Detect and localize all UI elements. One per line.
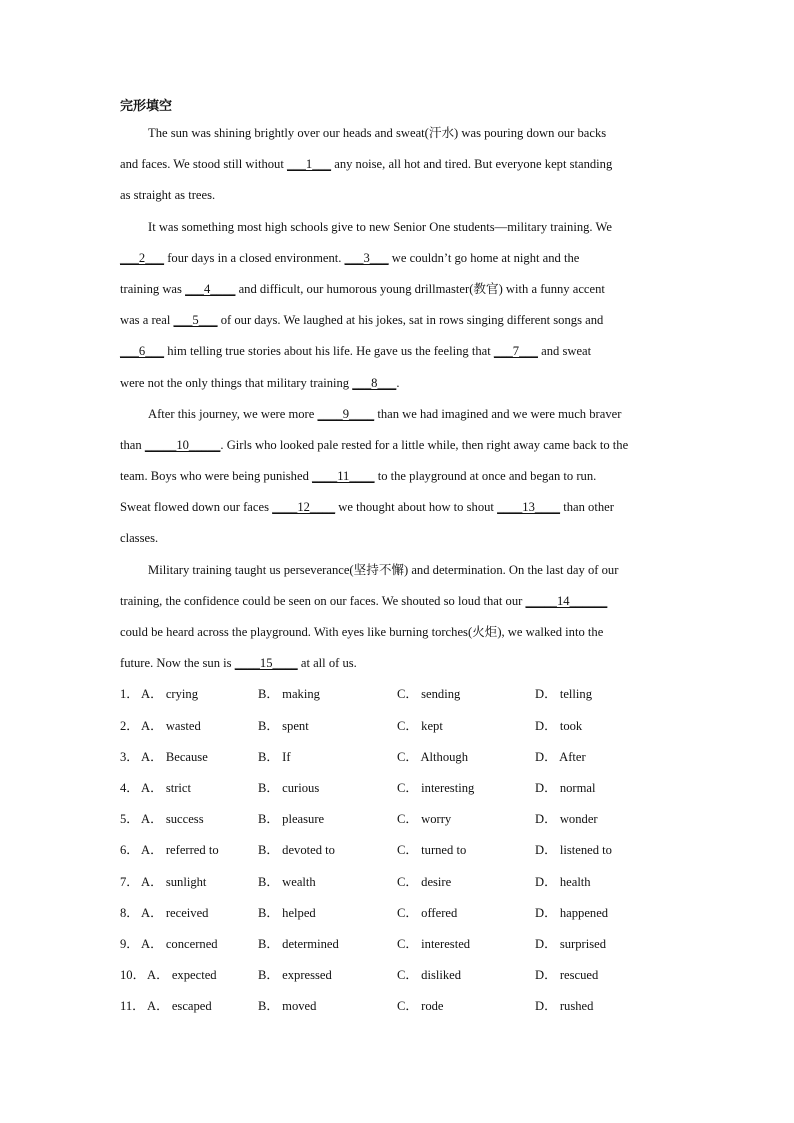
passage-text: It was something most high schools give to new Senior One students—military training. We: [148, 219, 612, 234]
question-number: 5．: [120, 812, 139, 827]
option-d[interactable]: D． rescued: [535, 968, 599, 983]
option-b[interactable]: B． expressed: [258, 968, 332, 983]
answer-blank[interactable]: ____11____: [312, 469, 375, 484]
passage-text: of our days. We laughed at his jokes, sat in rows singing different songs and: [217, 313, 604, 328]
option-b[interactable]: B． wealth: [258, 874, 316, 889]
option-d[interactable]: D． normal: [535, 780, 596, 795]
option-d[interactable]: D． happened: [535, 905, 609, 920]
text-line: [120, 336, 676, 367]
option-b[interactable]: B． If: [258, 749, 291, 764]
option-c[interactable]: C． turned to: [397, 843, 467, 858]
question-number: 3．: [120, 749, 139, 764]
paragraph: [120, 118, 676, 212]
question-row: [120, 991, 676, 1022]
text-line: [120, 212, 676, 243]
question-number: 11．: [120, 999, 145, 1014]
passage-text: any noise, all hot and tired. But everyone kept standing: [331, 157, 613, 172]
option-c[interactable]: C． worry: [397, 812, 452, 827]
question-number: 10．: [120, 968, 146, 983]
question-row: [120, 711, 676, 742]
question-number: 1．: [120, 687, 139, 702]
question-row: [120, 929, 676, 960]
text-line: [120, 492, 676, 523]
passage-text: training was: [120, 281, 186, 296]
option-d[interactable]: D． After: [535, 749, 586, 764]
paragraph: [120, 399, 676, 555]
option-c[interactable]: C． desire: [397, 874, 452, 889]
passage-text: training, the confidence could be seen on our faces. We shouted so loud that our: [120, 593, 526, 608]
text-line: [120, 461, 676, 492]
question-number: 9．: [120, 936, 139, 951]
passage-text: to the playground at once and began to run.: [374, 469, 597, 484]
answer-blank[interactable]: ___8___: [352, 375, 397, 390]
question-row: [120, 867, 676, 898]
text-line: [120, 305, 676, 336]
option-b[interactable]: B． devoted to: [258, 843, 335, 858]
question-row: [120, 773, 676, 804]
passage-text: than other: [560, 500, 614, 515]
section-heading: 完形填空: [120, 99, 173, 114]
cloze-passage: [120, 118, 676, 679]
option-a[interactable]: A． Because: [141, 749, 208, 764]
option-a[interactable]: A． concerned: [141, 936, 218, 951]
passage-text: at all of us.: [297, 656, 357, 671]
text-line: [120, 617, 676, 648]
paragraph: [120, 555, 676, 680]
question-row: [120, 898, 676, 929]
text-line: [120, 368, 676, 399]
option-d[interactable]: D． rushed: [535, 999, 594, 1014]
passage-text: him telling true stories about his life. He gave us the feeling that: [164, 344, 494, 359]
option-b[interactable]: B． pleasure: [258, 812, 325, 827]
option-c[interactable]: C． interested: [397, 936, 471, 951]
passage-text: were not the only things that military training: [120, 375, 353, 390]
question-number: 6．: [120, 843, 139, 858]
passage-text: and sweat: [537, 344, 592, 359]
document-page: [120, 96, 676, 1022]
text-line: [120, 586, 676, 617]
passage-text: After this journey, we were more: [148, 406, 318, 421]
answer-blank[interactable]: _____14______: [525, 593, 608, 608]
option-b[interactable]: B． curious: [258, 780, 320, 795]
option-b[interactable]: B． spent: [258, 718, 309, 733]
passage-text: future. Now the sun is: [120, 656, 235, 671]
question-options: [120, 679, 676, 1022]
text-line: [120, 274, 676, 305]
question-row: [120, 742, 676, 773]
text-line: [120, 648, 676, 679]
question-row: [120, 835, 676, 866]
option-d[interactable]: D． health: [535, 874, 591, 889]
answer-blank[interactable]: ___7___: [493, 344, 538, 359]
answer-blank[interactable]: ___5___: [173, 313, 218, 328]
question-row: [120, 804, 676, 835]
option-b[interactable]: B． helped: [258, 905, 316, 920]
answer-blank[interactable]: ____13____: [497, 500, 561, 515]
passage-text: . Girls who looked pale rested for a little while, then right away came back to the: [220, 437, 629, 452]
option-a[interactable]: A． escaped: [147, 999, 212, 1014]
passage-text: we thought about how to shout: [335, 500, 498, 515]
passage-text: than we had imagined and we were much braver: [374, 406, 622, 421]
option-a[interactable]: A． received: [141, 905, 209, 920]
answer-blank[interactable]: ____12____: [272, 500, 336, 515]
passage-text: four days in a closed environment.: [164, 250, 345, 265]
text-line: [120, 180, 676, 211]
passage-text: classes.: [120, 531, 159, 546]
text-line: [120, 523, 676, 554]
answer-blank[interactable]: ___6___: [120, 344, 165, 359]
option-b[interactable]: B． determined: [258, 936, 339, 951]
answer-blank[interactable]: ____9____: [317, 406, 375, 421]
answer-blank[interactable]: _____10_____: [144, 437, 221, 452]
option-a[interactable]: A． strict: [141, 780, 192, 795]
option-c[interactable]: C． rode: [397, 999, 444, 1014]
question-number: 4．: [120, 780, 139, 795]
option-d[interactable]: D． wonder: [535, 812, 598, 827]
passage-text: Military training taught us perseverance(坚持不懈) and determination. On the last day of our: [148, 562, 619, 577]
option-c[interactable]: C． offered: [397, 905, 458, 920]
text-line: [120, 149, 676, 180]
question-row: [120, 960, 676, 991]
paragraph: [120, 212, 676, 399]
passage-text: was a real: [120, 313, 174, 328]
option-d[interactable]: D． took: [535, 718, 583, 733]
text-line: [120, 430, 676, 461]
passage-text: and faces. We stood still without: [120, 157, 287, 172]
option-b[interactable]: B． moved: [258, 999, 317, 1014]
option-a[interactable]: A． expected: [147, 968, 217, 983]
passage-text: The sun was shining brightly over our heads and sweat(汗水) was pouring down our backs: [148, 126, 607, 140]
option-a[interactable]: A． sunlight: [141, 874, 207, 889]
text-line: [120, 399, 676, 430]
question-number: 7．: [120, 874, 139, 889]
option-c[interactable]: C． Although: [397, 749, 469, 764]
option-a[interactable]: A． success: [141, 812, 204, 827]
option-c[interactable]: C． kept: [397, 718, 443, 733]
passage-text: Sweat flowed down our faces: [120, 500, 273, 515]
option-d[interactable]: D． telling: [535, 687, 593, 702]
answer-blank[interactable]: ___4____: [185, 281, 236, 296]
passage-text: and difficult, our humorous young drillmaster(教官) with a funny accent: [235, 281, 605, 296]
option-c[interactable]: C． interesting: [397, 780, 475, 795]
option-c[interactable]: C． sending: [397, 687, 461, 702]
option-b[interactable]: B． making: [258, 687, 320, 702]
passage-text: as straight as trees.: [120, 188, 216, 203]
text-line: [120, 118, 676, 149]
question-number: 2．: [120, 718, 139, 733]
text-line: [120, 555, 676, 586]
answer-blank[interactable]: ___1___: [287, 157, 332, 172]
text-line: [120, 243, 676, 274]
passage-text: team. Boys who were being punished: [120, 469, 313, 484]
option-d[interactable]: D． surprised: [535, 936, 607, 951]
passage-text: we couldn’t go home at night and the: [388, 250, 580, 265]
answer-blank[interactable]: ____15____: [234, 656, 298, 671]
option-a[interactable]: A． wasted: [141, 718, 201, 733]
option-d[interactable]: D． listened to: [535, 843, 612, 858]
option-a[interactable]: A． crying: [141, 687, 199, 702]
question-row: [120, 679, 676, 710]
passage-text: could be heard across the playground. With eyes like burning torches(火炬), we walked into the: [120, 625, 604, 639]
question-number: 8．: [120, 905, 139, 920]
passage-text: .: [396, 375, 400, 390]
answer-blank[interactable]: ___2___: [120, 250, 165, 265]
answer-blank[interactable]: ___3___: [344, 250, 389, 265]
option-c[interactable]: C． disliked: [397, 968, 462, 983]
passage-text: than: [120, 437, 145, 452]
option-a[interactable]: A． referred to: [141, 843, 219, 858]
